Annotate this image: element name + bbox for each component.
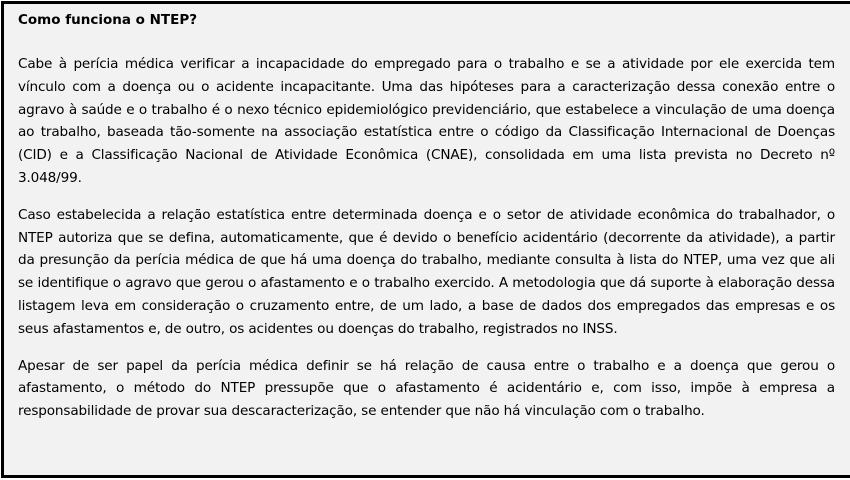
text-box [1, 1, 850, 478]
paragraph-2: Caso estabelecida a relação estatística entre determinada doença e o setor de atividade econômica do trabalhador, o NTEP autoriza que se defina, automaticamente, que é devido o benefício acidentário (decorrente da atividade), a partir da presunção da perícia médica de que há uma doença do trabalho, mediante consulta à lista do NTEP, uma vez que ali se identifique o agravo que gerou o afastamento e o trabalho exercido. A metodologia que dá suporte à elaboração dessa listagem leva em consideração o cruzamento entre, de um lado, a base de dados dos empregados das empresas e os seus afastamentos e, de outro, os acidentes ou doenças do trabalho, registrados no INSS. [18, 206, 835, 337]
paragraph-3: Apesar de ser papel da perícia médica definir se há relação de causa entre o trabalho e a doença que gerou o afastamento, o método do NTEP pressupõe que o afastamento é acidentário e, com isso, impõe à empresa a responsabilidade de provar sua descaracterização, se entender que não há vinculação com o trabalho. [18, 357, 835, 420]
box-title: Como funciona o NTEP? [18, 12, 198, 28]
paragraph-1: Cabe à perícia médica verificar a incapacidade do empregado para o trabalho e se a atividade por ele exercida tem vínculo com a doença ou o acidente incapacitante. Uma das hipóteses para a caracterização dessa conexão entre o agravo à saúde e o trabalho é o nexo técnico epidemiológico previdenciário, que estabelece a vinculação de uma doença ao trabalho, baseada tão-somente na associação estatística entre o código da Classificação Internacional de Doenças (CID) e a Classificação Nacional de Atividade Econômica (CNAE), consolidada em uma lista prevista no Decreto nº 3.048/99. [18, 56, 835, 186]
